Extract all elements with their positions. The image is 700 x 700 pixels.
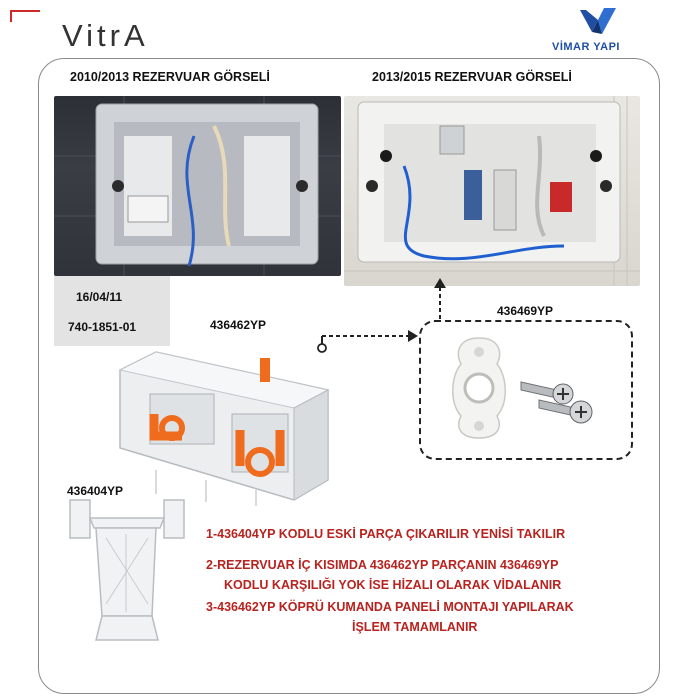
new-cistern-photo — [344, 96, 640, 286]
right-panel-title: 2013/2015 REZERVUAR GÖRSELİ — [372, 70, 572, 84]
photo-label-code: 740-1851-01 — [68, 320, 137, 334]
corner-accent — [10, 10, 40, 22]
old-part-image — [60, 494, 194, 650]
bracket-part-image — [447, 336, 511, 440]
instruction-step-2-cont: KODLU KARŞILIĞI YOK İSE HİZALI OLARAK VİDALANIR — [224, 578, 562, 592]
instruction-step-2: 2-REZERVUAR İÇ KISIMDA 436462YP PARÇANIN 436469YP — [206, 558, 559, 572]
vitra-logo: VitrA — [62, 18, 149, 53]
screws-image — [517, 370, 617, 432]
bracket-part-box — [419, 320, 633, 460]
instruction-step-3-cont: İŞLEM TAMAMLANIR — [352, 620, 478, 634]
part-code-old: 436404YP — [67, 484, 124, 498]
part-code-bridge: 436462YP — [210, 318, 267, 332]
left-panel-title: 2010/2013 REZERVUAR GÖRSELİ — [70, 70, 270, 84]
part-code-bracket: 436469YP — [497, 304, 554, 318]
photo-label-date: 16/04/11 — [76, 290, 123, 304]
vimar-logo-icon — [578, 6, 618, 40]
bridge-part-image — [116, 330, 352, 506]
old-cistern-photo — [54, 96, 341, 276]
instruction-step-1: 1-436404YP KODLU ESKİ PARÇA ÇIKARILIR YENİSİ TAKILIR — [206, 527, 566, 541]
instruction-step-3: 3-436462YP KÖPRÜ KUMANDA PANELİ MONTAJI YAPILARAK — [206, 600, 574, 614]
vimar-logo-text: VİMAR YAPI — [552, 41, 620, 53]
